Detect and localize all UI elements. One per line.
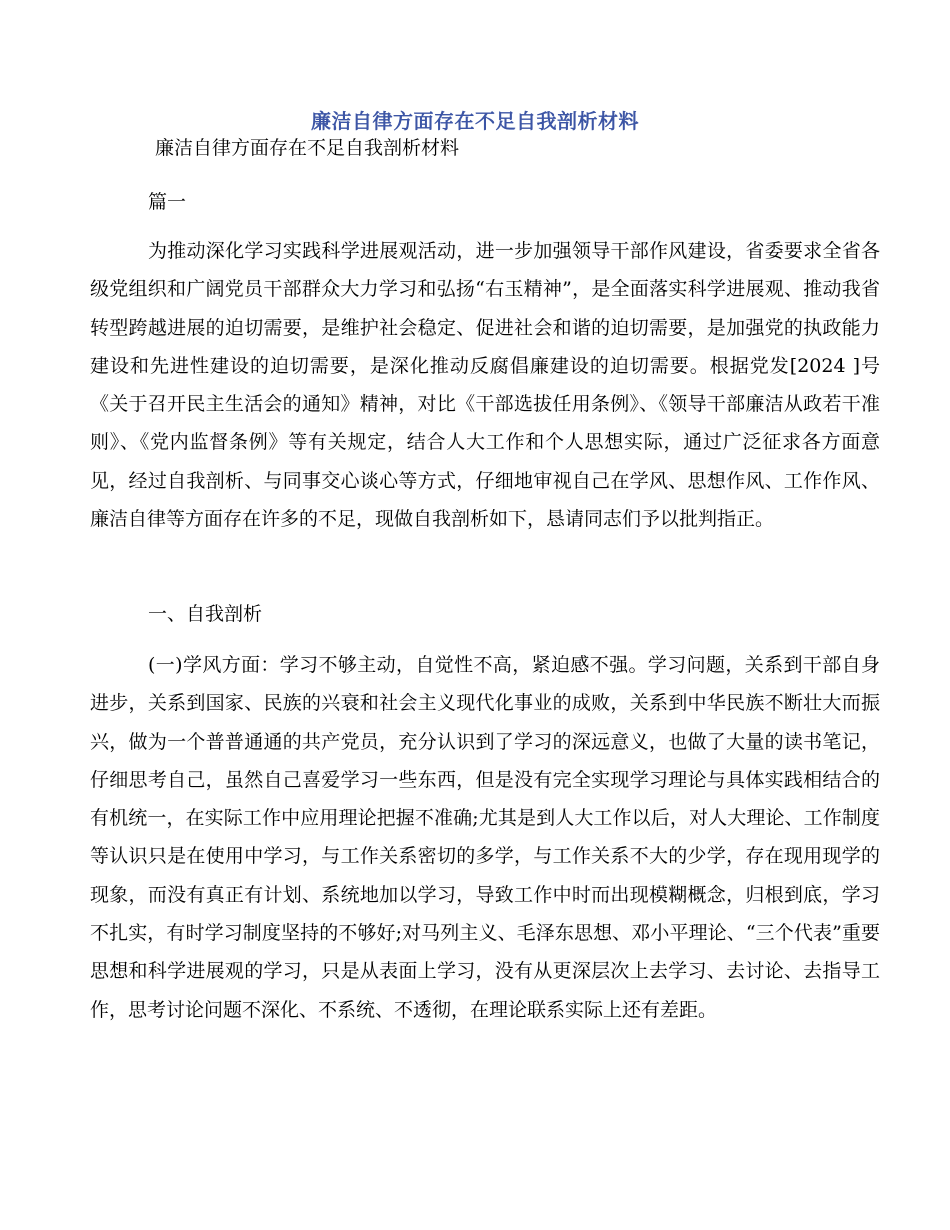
intro-paragraph: 为推动深化学习实践科学进展观活动，进一步加强领导干部作风建设，省委要求全省各级党组织和广阔党员干部群众大力学习和弘扬“右玉精神”，是全面落实科学进展观、推动我省转型跨越进展的迫切需要，是维护社会稳定、促进社会和谐的迫切需要，是加强党的执政能力建设和先进性建设的迫切需要，是深化推动反腐倡廉建设的迫切需要。根据党发[2024 ]号《关于召开民主生活会的通知》精神，对比《干部选拔任用条例》、《领导干部廉洁从政若干准则》、《党内监督条例》等有关规定，结合人大工作和个人思想实际，通过广泛征求各方面意见，经过自我剖析、与同事交心谈心等方式，仔细地审视自己在学风、思想作风、工作作风、廉洁自律等方面存在许多的不足，现做自我剖析如下，恳请同志们予以批判指正。 — [90, 240, 880, 531]
document-subtitle: 廉洁自律方面存在不足自我剖析材料 — [155, 137, 460, 159]
part-label: 篇一 — [148, 191, 187, 213]
document-title: 廉洁自律方面存在不足自我剖析材料 — [311, 109, 639, 133]
section-heading: 一、自我剖析 — [148, 603, 263, 625]
section-paragraph: (一)学风方面：学习不够主动，自觉性不高，紧迫感不强。学习问题，关系到干部自身进步，关系到国家、民族的兴衰和社会主义现代化事业的成败，关系到中华民族不断壮大而振兴，做为一个普普通通的共产党员，充分认识到了学习的深远意义，也做了大量的读书笔记，仔细思考自己，虽然自己喜爱学习一些东西，但是没有完全实现学习理论与具体实践相结合的有机统一，在实际工作中应用理论把握不准确;尤其是到人大工作以后，对人大理论、工作制度等认识只是在使用中学习，与工作关系密切的多学，与工作关系不大的少学，存在现用现学的现象，而没有真正有计划、系统地加以学习，导致工作中时而出现模糊概念，归根到底，学习不扎实，有时学习制度坚持的不够好;对马列主义、毛泽东思想、邓小平理论、“三个代表”重要思想和科学进展观的学习，只是从表面上学习，没有从更深层次上去学习、去讨论、去指导工作，思考讨论问题不深化、不系统、不透彻，在理论联系实际上还有差距。 — [90, 654, 880, 1021]
